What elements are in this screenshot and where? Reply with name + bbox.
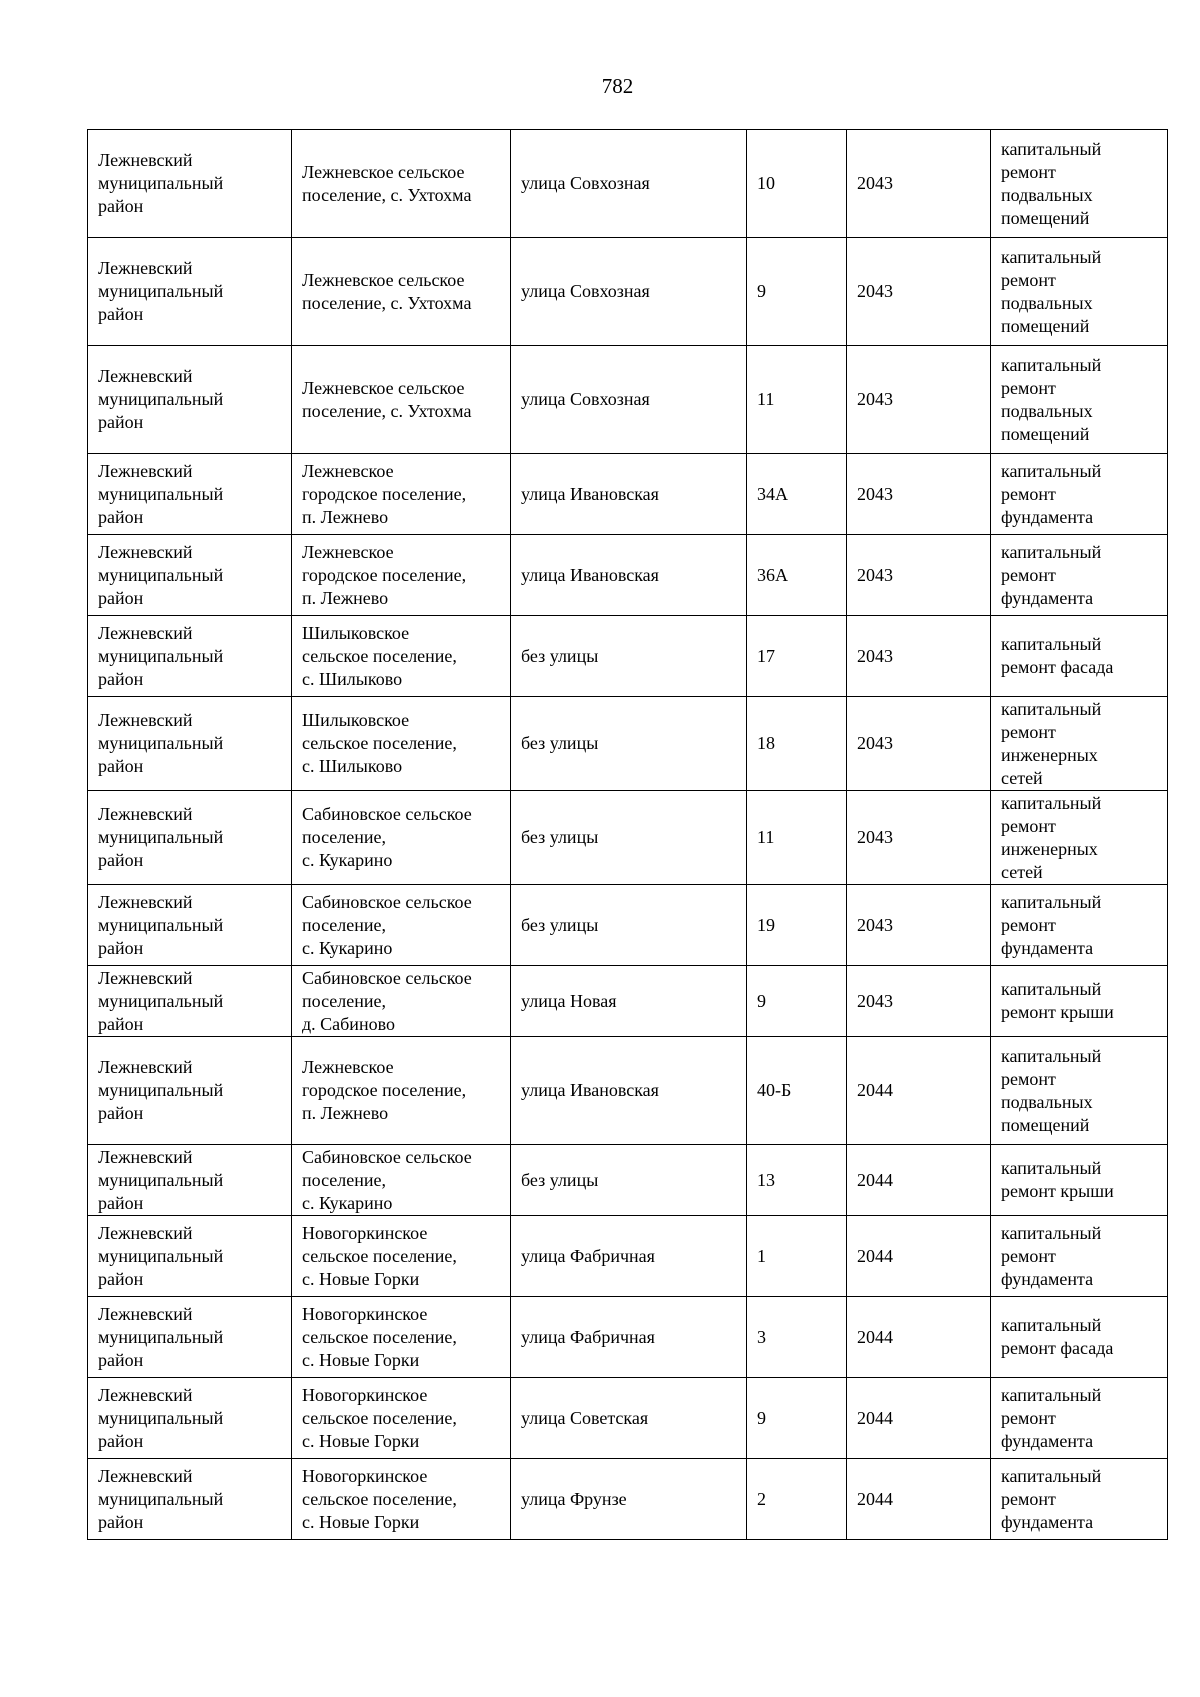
cell-work-type: капитальный ремонт инженерных сетей	[991, 791, 1168, 885]
cell-year: 2043	[847, 966, 991, 1037]
cell-street: улица Ивановская	[511, 535, 747, 616]
cell-house-number: 3	[747, 1297, 847, 1378]
table-row	[88, 791, 1168, 885]
table-body	[88, 130, 1168, 1540]
cell-work-type: капитальный ремонт фундамента	[991, 535, 1168, 616]
cell-year: 2043	[847, 885, 991, 966]
cell-street: улица Фабричная	[511, 1297, 747, 1378]
cell-work-type: капитальный ремонт подвальных помещений	[991, 130, 1168, 238]
cell-year: 2043	[847, 697, 991, 791]
table-row	[88, 616, 1168, 697]
cell-work-type: капитальный ремонт крыши	[991, 1145, 1168, 1216]
cell-work-type: капитальный ремонт подвальных помещений	[991, 346, 1168, 454]
cell-settlement: Новогоркинское сельское поселение, с. Новые Горки	[292, 1216, 511, 1297]
cell-street: без улицы	[511, 791, 747, 885]
table-row	[88, 1216, 1168, 1297]
cell-house-number: 17	[747, 616, 847, 697]
cell-settlement: Лежневское городское поселение, п. Лежнево	[292, 535, 511, 616]
cell-work-type: капитальный ремонт подвальных помещений	[991, 238, 1168, 346]
cell-settlement: Лежневское сельское поселение, с. Ухтохма	[292, 346, 511, 454]
cell-year: 2044	[847, 1216, 991, 1297]
cell-district: Лежневский муниципальный район	[88, 791, 292, 885]
cell-settlement: Лежневское сельское поселение, с. Ухтохма	[292, 238, 511, 346]
table-row	[88, 885, 1168, 966]
cell-house-number: 9	[747, 1378, 847, 1459]
cell-work-type: капитальный ремонт крыши	[991, 966, 1168, 1037]
cell-year: 2043	[847, 454, 991, 535]
cell-settlement: Новогоркинское сельское поселение, с. Новые Горки	[292, 1459, 511, 1540]
table-row	[88, 1459, 1168, 1540]
cell-district: Лежневский муниципальный район	[88, 697, 292, 791]
cell-year: 2044	[847, 1459, 991, 1540]
cell-year: 2043	[847, 791, 991, 885]
cell-district: Лежневский муниципальный район	[88, 454, 292, 535]
cell-district: Лежневский муниципальный район	[88, 1459, 292, 1540]
table-row	[88, 346, 1168, 454]
cell-house-number: 10	[747, 130, 847, 238]
cell-settlement: Сабиновское сельское поселение, д. Сабиново	[292, 966, 511, 1037]
cell-street: улица Советская	[511, 1378, 747, 1459]
cell-work-type: капитальный ремонт фасада	[991, 1297, 1168, 1378]
cell-street: улица Совхозная	[511, 238, 747, 346]
table-row	[88, 1037, 1168, 1145]
cell-year: 2044	[847, 1297, 991, 1378]
cell-street: без улицы	[511, 885, 747, 966]
cell-settlement: Новогоркинское сельское поселение, с. Новые Горки	[292, 1297, 511, 1378]
cell-settlement: Шилыковское сельское поселение, с. Шилыково	[292, 697, 511, 791]
cell-district: Лежневский муниципальный район	[88, 535, 292, 616]
cell-house-number: 18	[747, 697, 847, 791]
table-row	[88, 1297, 1168, 1378]
cell-street: улица Фрунзе	[511, 1459, 747, 1540]
cell-district: Лежневский муниципальный район	[88, 616, 292, 697]
cell-district: Лежневский муниципальный район	[88, 1378, 292, 1459]
cell-street: улица Совхозная	[511, 346, 747, 454]
page-number: 782	[601, 74, 634, 98]
cell-district: Лежневский муниципальный район	[88, 346, 292, 454]
cell-house-number: 11	[747, 791, 847, 885]
cell-street: улица Ивановская	[511, 1037, 747, 1145]
cell-year: 2043	[847, 346, 991, 454]
cell-year: 2043	[847, 616, 991, 697]
table-row	[88, 454, 1168, 535]
cell-settlement: Шилыковское сельское поселение, с. Шилыково	[292, 616, 511, 697]
cell-district: Лежневский муниципальный район	[88, 966, 292, 1037]
table-row	[88, 966, 1168, 1037]
cell-work-type: капитальный ремонт фундамента	[991, 885, 1168, 966]
cell-work-type: капитальный ремонт фундамента	[991, 1378, 1168, 1459]
cell-house-number: 19	[747, 885, 847, 966]
table-row	[88, 697, 1168, 791]
cell-settlement: Лежневское сельское поселение, с. Ухтохма	[292, 130, 511, 238]
cell-year: 2043	[847, 130, 991, 238]
cell-settlement: Лежневское городское поселение, п. Лежнево	[292, 454, 511, 535]
table-row	[88, 1378, 1168, 1459]
cell-settlement: Лежневское городское поселение, п. Лежнево	[292, 1037, 511, 1145]
cell-district: Лежневский муниципальный район	[88, 1216, 292, 1297]
cell-house-number: 9	[747, 966, 847, 1037]
cell-district: Лежневский муниципальный район	[88, 238, 292, 346]
cell-settlement: Сабиновское сельское поселение, с. Кукарино	[292, 791, 511, 885]
cell-house-number: 40-Б	[747, 1037, 847, 1145]
cell-house-number: 13	[747, 1145, 847, 1216]
cell-house-number: 36А	[747, 535, 847, 616]
cell-house-number: 2	[747, 1459, 847, 1540]
cell-work-type: капитальный ремонт фундамента	[991, 1216, 1168, 1297]
cell-street: улица Фабричная	[511, 1216, 747, 1297]
repair-schedule-table	[87, 129, 1168, 1540]
cell-house-number: 11	[747, 346, 847, 454]
cell-settlement: Сабиновское сельское поселение, с. Кукарино	[292, 885, 511, 966]
cell-district: Лежневский муниципальный район	[88, 885, 292, 966]
cell-house-number: 9	[747, 238, 847, 346]
table-row	[88, 535, 1168, 616]
table-row	[88, 1145, 1168, 1216]
cell-district: Лежневский муниципальный район	[88, 1037, 292, 1145]
cell-house-number: 34А	[747, 454, 847, 535]
cell-house-number: 1	[747, 1216, 847, 1297]
cell-street: без улицы	[511, 1145, 747, 1216]
cell-work-type: капитальный ремонт инженерных сетей	[991, 697, 1168, 791]
table-row	[88, 238, 1168, 346]
cell-year: 2043	[847, 535, 991, 616]
cell-settlement: Новогоркинское сельское поселение, с. Новые Горки	[292, 1378, 511, 1459]
cell-work-type: капитальный ремонт фундамента	[991, 1459, 1168, 1540]
cell-year: 2044	[847, 1037, 991, 1145]
cell-year: 2044	[847, 1145, 991, 1216]
cell-work-type: капитальный ремонт фундамента	[991, 454, 1168, 535]
cell-work-type: капитальный ремонт подвальных помещений	[991, 1037, 1168, 1145]
cell-settlement: Сабиновское сельское поселение, с. Кукарино	[292, 1145, 511, 1216]
cell-district: Лежневский муниципальный район	[88, 1297, 292, 1378]
cell-year: 2044	[847, 1378, 991, 1459]
cell-street: улица Новая	[511, 966, 747, 1037]
cell-street: улица Ивановская	[511, 454, 747, 535]
cell-street: без улицы	[511, 697, 747, 791]
cell-street: улица Совхозная	[511, 130, 747, 238]
cell-year: 2043	[847, 238, 991, 346]
cell-district: Лежневский муниципальный район	[88, 1145, 292, 1216]
cell-district: Лежневский муниципальный район	[88, 130, 292, 238]
table-row	[88, 130, 1168, 238]
cell-street: без улицы	[511, 616, 747, 697]
cell-work-type: капитальный ремонт фасада	[991, 616, 1168, 697]
